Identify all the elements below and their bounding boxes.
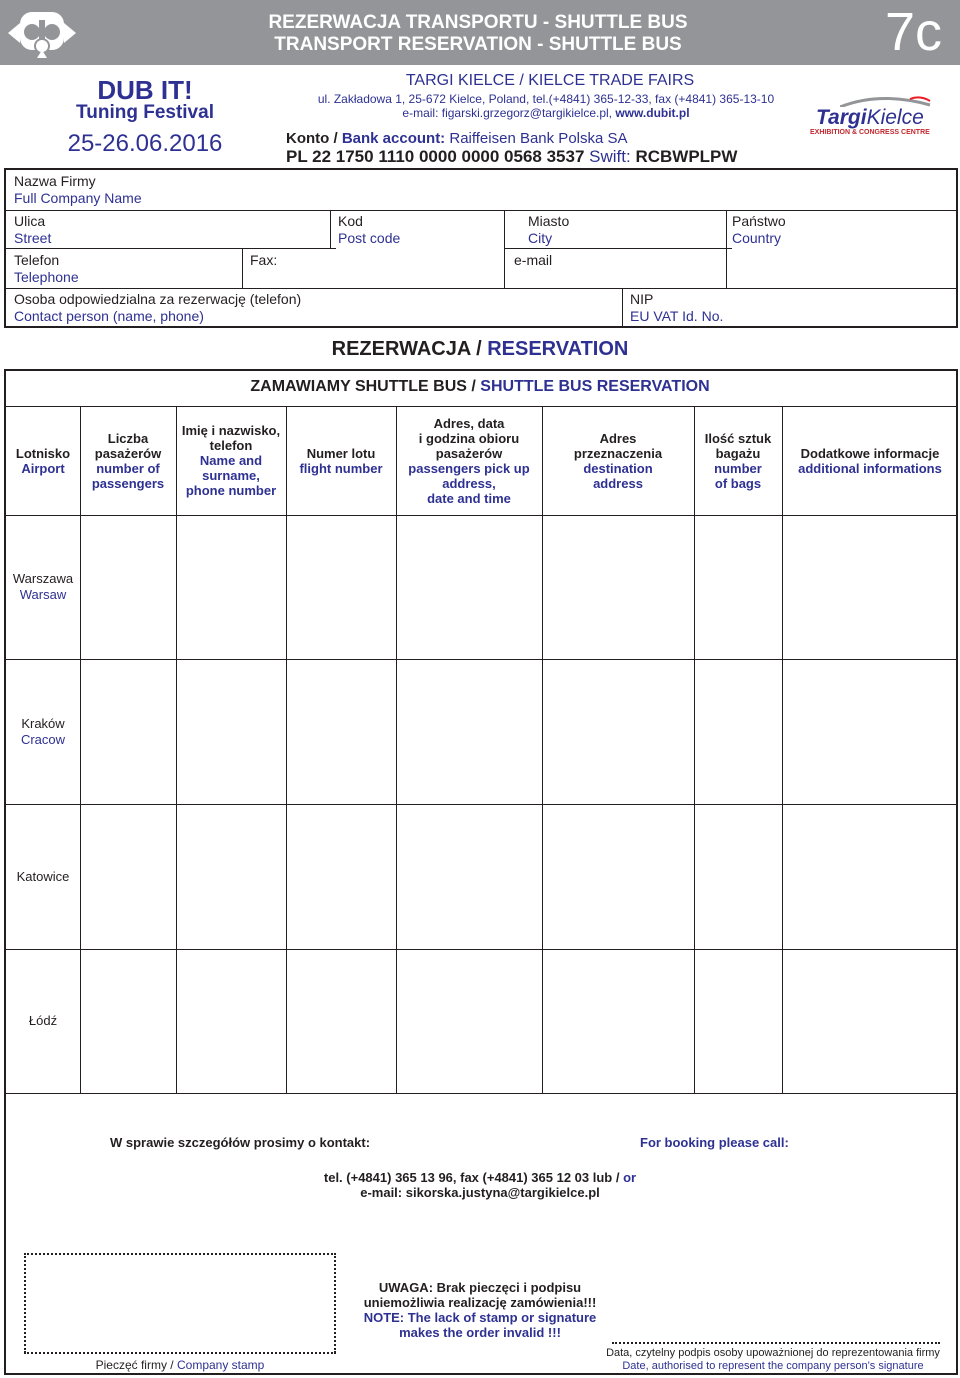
- contact-info: [0, 1170, 960, 1200]
- form-title: [86, 12, 870, 56]
- reservation-input-cell[interactable]: [695, 660, 781, 803]
- reservation-input-cell[interactable]: [397, 805, 541, 948]
- column-header: [542, 406, 694, 515]
- signature-label: [588, 1347, 958, 1373]
- postcode-label-en: Post code: [338, 230, 401, 246]
- street-label-pl: Ulica: [14, 213, 46, 229]
- form-title-pl: REZERWACJA TRANSPORTU - SHUTTLE BUS: [268, 12, 688, 33]
- divider: [504, 248, 732, 249]
- postcode-field[interactable]: [338, 213, 400, 247]
- divider: [6, 210, 956, 211]
- column-header: [694, 406, 782, 515]
- column-header-pl: Adres, data i godzina obioru pasażerów: [418, 415, 520, 461]
- form-number: 7c: [884, 2, 942, 62]
- organizer-website: www.dubit.pl: [615, 106, 690, 120]
- contact-person-field[interactable]: [14, 291, 301, 325]
- column-header-en: destination address: [583, 460, 653, 491]
- airport-name-pl: Katowice: [16, 868, 70, 884]
- column-header-pl: Numer lotu: [306, 445, 376, 461]
- city-field[interactable]: [528, 213, 569, 247]
- postcode-label-pl: Kod: [338, 213, 363, 229]
- reservation-input-cell[interactable]: [783, 516, 957, 658]
- bank-name: Raiffeisen Bank Polska SA: [445, 130, 628, 147]
- airport-cell: [6, 659, 80, 804]
- reservation-title-pl: REZERWACJA /: [331, 338, 488, 360]
- phone-label-pl: Telefon: [14, 252, 60, 268]
- reservation-title-en: RESERVATION: [487, 338, 629, 360]
- phone-label-en: Telephone: [14, 269, 79, 285]
- reservation-input-cell[interactable]: [695, 950, 781, 1092]
- reservation-input-cell[interactable]: [543, 516, 693, 658]
- organizer-address: [286, 92, 806, 120]
- reservation-input-cell[interactable]: [783, 805, 957, 948]
- column-header: [80, 406, 176, 515]
- event-subtitle: Tuning Festival: [76, 102, 214, 123]
- stamp-border-left: [24, 1253, 26, 1353]
- column-header: [6, 406, 80, 515]
- bank-account: [286, 130, 628, 147]
- divider: [242, 248, 243, 288]
- signature-label-en: Date, authorised to represent the company person’s signature: [622, 1360, 924, 1372]
- stamp-border-bottom: [24, 1352, 336, 1354]
- reservation-input-cell[interactable]: [695, 516, 781, 658]
- fax-field[interactable]: Fax:: [250, 252, 278, 268]
- email-field[interactable]: e-mail: [514, 252, 553, 268]
- reservation-input-cell[interactable]: [177, 805, 285, 948]
- swift-code: RCBWPLPW: [635, 147, 738, 166]
- stamp-label-en: Company stamp: [176, 1358, 265, 1372]
- company-details-box: [4, 168, 958, 328]
- note-en-1: NOTE: The lack of stamp or signature: [363, 1310, 597, 1325]
- divider: [726, 210, 727, 288]
- divider: [504, 210, 505, 288]
- reservation-input-cell[interactable]: [397, 516, 541, 658]
- divider: [6, 288, 956, 289]
- organizer-name: TARGI KIELCE / KIELCE TRADE FAIRS: [405, 72, 695, 89]
- form-title-en: TRANSPORT RESERVATION - SHUTTLE BUS: [274, 34, 682, 55]
- city-label-pl: Miasto: [528, 213, 570, 229]
- reservation-input-cell[interactable]: [783, 950, 957, 1092]
- warning-note: [330, 1280, 630, 1340]
- table-title-en: SHUTTLE BUS RESERVATION: [480, 378, 710, 395]
- column-header-pl: Dodatkowe informacje: [800, 445, 940, 461]
- contact-phone: tel. (+4841) 365 13 96, fax (+4841) 365 12 03 lub /: [323, 1170, 624, 1185]
- column-header-pl: Imię i nazwisko, telefon: [181, 423, 281, 453]
- divider: [622, 288, 623, 326]
- phone-field[interactable]: [14, 252, 79, 286]
- grid-line: [6, 1093, 958, 1094]
- column-header-pl: Liczba pasażerów: [94, 430, 162, 461]
- reservation-input-cell[interactable]: [695, 805, 781, 948]
- column-header-pl: Lotnisko: [15, 445, 71, 461]
- column-header-en: number of bags: [714, 460, 762, 491]
- swift-label: Swift:: [584, 147, 636, 166]
- table-title: [0, 378, 960, 396]
- logo-subtitle: EXHIBITION & CONGRESS CENTRE: [810, 129, 930, 136]
- airport-name-pl: Warszawa: [12, 571, 74, 586]
- reservation-input-cell[interactable]: [397, 660, 541, 803]
- reservation-input-cell[interactable]: [81, 516, 175, 658]
- contact-label-pl: Osoba odpowiedzialna za rezerwację (telefon): [14, 291, 302, 307]
- column-header: [396, 406, 542, 515]
- airport-cell: [6, 515, 80, 659]
- targi-kielce-logo: [810, 95, 950, 145]
- reservation-input-cell[interactable]: [543, 660, 693, 803]
- contact-email: e-mail: sikorska.justyna@targikielce.pl: [360, 1185, 600, 1200]
- note-pl-2: uniemożliwia realizację zamówienia!!!: [363, 1295, 597, 1310]
- contact-label-en: Contact person (name, phone): [14, 308, 204, 324]
- reservation-input-cell[interactable]: [783, 660, 957, 803]
- country-label-en: Country: [732, 230, 782, 246]
- column-header-pl: Adres przeznaczenia: [573, 430, 663, 461]
- reservation-input-cell[interactable]: [177, 660, 285, 803]
- organizer-email: e-mail: figarski.grzegorz@targikielce.pl,: [402, 106, 616, 120]
- reservation-input-cell[interactable]: [81, 950, 175, 1092]
- reservation-title: [0, 338, 960, 361]
- contact-details-pl: W sprawie szczegółów prosimy o kontakt:: [110, 1135, 371, 1150]
- airport-name-pl: Łódź: [28, 1013, 58, 1028]
- country-label-pl: Państwo: [732, 213, 786, 229]
- column-header-en: additional informations: [798, 460, 942, 476]
- airport-cell: [6, 804, 80, 949]
- airport-name-en: Cracow: [20, 731, 66, 747]
- airport-name-en: Warsaw: [19, 587, 67, 602]
- reservation-input-cell[interactable]: [397, 950, 541, 1092]
- reservation-input-cell[interactable]: [177, 950, 285, 1092]
- airport-cell: [6, 949, 80, 1093]
- bank-label-pl: Konto /: [286, 130, 342, 147]
- column-header-en: Name and surname, phone number: [185, 453, 277, 498]
- reservation-input-cell[interactable]: [287, 516, 395, 658]
- stamp-border-top: [24, 1253, 336, 1255]
- table-title-pl: ZAMAWIAMY SHUTTLE BUS /: [250, 378, 481, 395]
- signature-line: [612, 1342, 940, 1344]
- contact-details-en: For booking please call:: [640, 1135, 789, 1150]
- event-dates: 25-26.06.2016: [67, 130, 223, 157]
- reservation-input-cell[interactable]: [287, 805, 395, 948]
- company-name-field[interactable]: [14, 173, 142, 207]
- stamp-label-pl: Pieczęć firmy /: [95, 1358, 177, 1372]
- company-label-pl: Nazwa Firmy: [14, 173, 96, 189]
- country-field[interactable]: [732, 213, 786, 247]
- vat-id-field[interactable]: [630, 291, 723, 325]
- nip-label-pl: NIP: [630, 291, 654, 307]
- street-label-en: Street: [14, 230, 52, 246]
- company-label-en: Full Company Name: [14, 190, 142, 206]
- reservation-input-cell[interactable]: [543, 805, 693, 948]
- column-header-en: passengers pick up address, date and time: [408, 460, 530, 506]
- reservation-input-cell[interactable]: [177, 516, 285, 658]
- nip-label-en: EU VAT Id. No.: [630, 308, 724, 324]
- column-header-pl: Ilość sztuk bagażu: [704, 430, 772, 461]
- logo-text-light: Kielce: [866, 106, 924, 129]
- stamp-label: [24, 1358, 336, 1372]
- reservation-input-cell[interactable]: [543, 950, 693, 1092]
- dubit-logo-icon: [4, 6, 80, 60]
- signature-label-pl: Data, czytelny podpis osoby upoważnionej do reprezentowania firmy: [606, 1347, 940, 1359]
- column-header-en: number of passengers: [91, 460, 165, 491]
- reservation-input-cell[interactable]: [81, 805, 175, 948]
- iban-number: PL 22 1750 1110 0000 0000 0568 3537: [286, 147, 585, 166]
- note-pl-1: UWAGA: Brak pieczęci i podpisu: [378, 1280, 582, 1295]
- reservation-input-cell[interactable]: [287, 660, 395, 803]
- logo-text-bold: Targi: [816, 106, 867, 129]
- reservation-input-cell[interactable]: [287, 950, 395, 1092]
- note-en-2: makes the order invalid !!!: [399, 1325, 561, 1340]
- reservation-input-cell[interactable]: [81, 660, 175, 803]
- city-label-en: City: [528, 230, 553, 246]
- event-name: DUB IT!: [97, 75, 193, 105]
- street-field[interactable]: [14, 213, 51, 247]
- airport-name-pl: Kraków: [21, 715, 65, 731]
- organizer-address-line: ul. Zakładowa 1, 25-672 Kielce, Poland, tel.(+4841) 365-12-33, fax (+4841) 365-13-10: [317, 92, 775, 106]
- bank-label-en: Bank account:: [341, 130, 446, 147]
- contact-or: or: [623, 1170, 637, 1185]
- iban: [286, 147, 737, 167]
- column-header: [286, 406, 396, 515]
- column-header-en: flight number: [299, 460, 383, 476]
- column-header: [176, 406, 286, 515]
- divider: [6, 248, 336, 249]
- column-header-en: Airport: [21, 460, 65, 476]
- column-header: [782, 406, 958, 515]
- divider: [330, 210, 331, 248]
